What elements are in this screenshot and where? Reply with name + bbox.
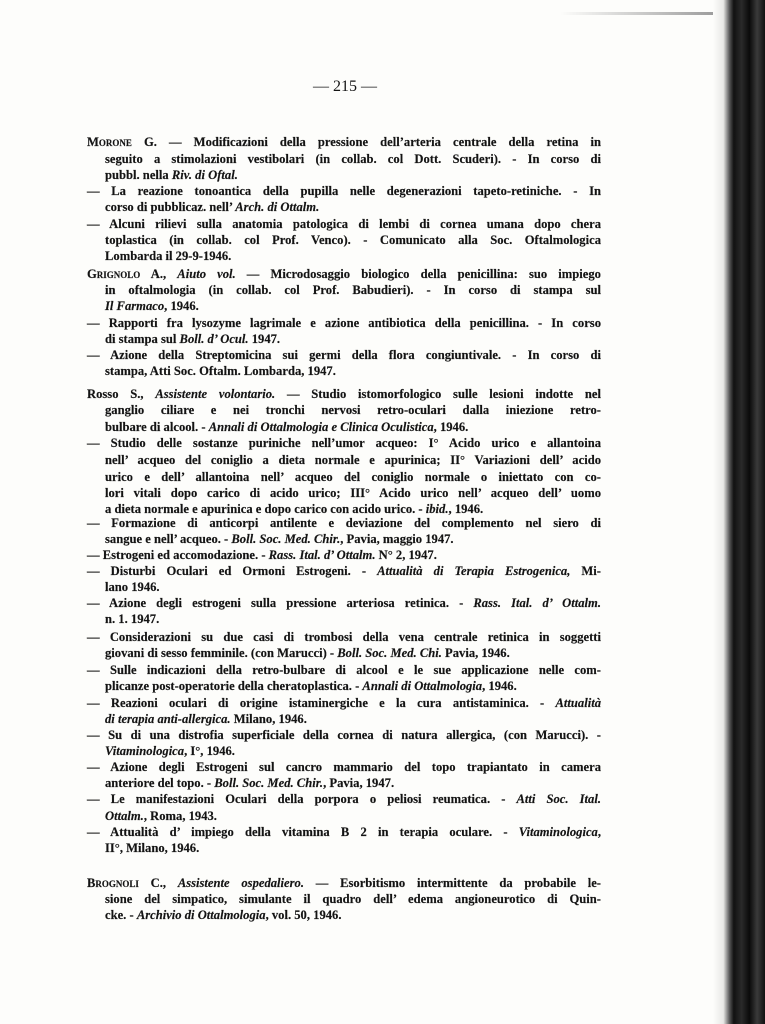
- entry-text: A.,: [140, 267, 178, 281]
- entry-text: ganglio ciliare e nei tronchi nervosi retro-oculari dalla iniezione retro-: [105, 403, 601, 417]
- entry-text: Lombarda il 29-9-1946.: [105, 249, 232, 263]
- entry-text: sangue e nell’ acqueo. -: [105, 532, 232, 546]
- entry-text: — Estrogeni ed accomodazione. -: [87, 548, 269, 562]
- entry-text: in oftalmologia (in collab. col Prof. Babudieri). - In corso di stampa sul: [105, 283, 601, 297]
- entry-first-line: [87, 727, 601, 743]
- entry-text: plicanze post-operatorie della cheratoplastica. -: [105, 679, 363, 693]
- entry-text: Pavia, 1946.: [441, 646, 510, 660]
- entry-continuation-line: [105, 282, 601, 298]
- entry-continuation-line: [105, 611, 601, 627]
- entry-text: — Azione della Streptomicina sui germi della flora congiuntivale. - In corso di: [87, 348, 601, 362]
- entry-continuation-line: [105, 248, 601, 264]
- entry-first-line: [87, 695, 601, 711]
- entry-continuation-line: [105, 645, 601, 661]
- entry-first-line: [87, 435, 601, 451]
- entry-text: ,: [597, 825, 601, 839]
- journal-citation: Vitaminologica: [518, 825, 598, 839]
- entry-first-line: [87, 216, 601, 232]
- journal-citation: Archivio di Ottalmologia: [136, 908, 266, 922]
- journal-citation: Boll. Soc. Med. Chi.: [337, 646, 442, 660]
- entry-text: — Alcuni rilievi sulla anatomia patologica di lembi di cornea umana dopo chera: [87, 217, 601, 231]
- entry-text: di stampa sul: [105, 332, 180, 346]
- entry-continuation-line: [105, 298, 601, 314]
- entry-text: a dieta normale e apurinica e dopo carico con acido urico. -: [105, 502, 426, 516]
- entry-continuation-line: [105, 402, 601, 418]
- entry-continuation-line: [105, 711, 601, 727]
- journal-citation: Il Farmaco: [105, 299, 165, 313]
- entry-continuation-line: [105, 485, 601, 501]
- entry-first-line: [87, 759, 601, 775]
- entry-text: sione del simpatico, simulante il quadro dell’ edema angioneurotico di Quin-: [105, 892, 601, 906]
- entry-continuation-line: [105, 452, 601, 468]
- entry-continuation-line: [105, 363, 601, 379]
- journal-citation: Boll. Soc. Med. Chir.: [231, 532, 341, 546]
- entry-text: cke. -: [105, 908, 137, 922]
- entry-text: C.,: [138, 876, 178, 890]
- journal-citation: Attualità: [555, 696, 601, 710]
- entry-continuation-line: [105, 151, 601, 167]
- entry-text: — Esorbitismo intermittente da probabile le-: [304, 876, 602, 890]
- entry-text: lano 1946.: [105, 580, 160, 594]
- entry-text: — Rapporti fra lysozyme lagrimale e azione antibiotica della penicillina. - In corso: [87, 316, 601, 330]
- journal-citation: Arch. di Ottalm.: [235, 200, 320, 214]
- journal-citation: Rass. Ital. d’ Ottalm.: [268, 548, 376, 562]
- entry-text: , 1946.: [482, 679, 517, 693]
- entry-text: II°, Milano, 1946.: [105, 841, 200, 855]
- entry-text: — Studio istomorfologico sulle lesioni indotte nel: [275, 387, 601, 401]
- journal-citation: Boll. d’ Ocul.: [179, 332, 249, 346]
- entry-text: — Azione degli Estrogeni sul cancro mammario del topo trapiantato in camera: [87, 760, 601, 774]
- entry-first-line: [87, 347, 601, 363]
- entry-text: — Disturbi Oculari ed Ormoni Estrogeni. -: [87, 564, 378, 578]
- entry-text: , 1946.: [448, 502, 484, 516]
- entry-text: bulbare di alcool. -: [105, 420, 209, 434]
- book-binding-edge: [713, 0, 765, 1024]
- entry-text: Mi-: [570, 564, 601, 578]
- entry-text: , Pavia, 1947.: [323, 776, 395, 790]
- journal-citation: Atti Soc. Ital.: [516, 792, 601, 806]
- entry-text: stampa, Atti Soc. Oftalm. Lombarda, 1947.: [105, 364, 336, 378]
- author-name: Grignolo: [87, 267, 141, 281]
- entry-text: N° 2, 1947.: [375, 548, 437, 562]
- entry-text: pubbl. nella: [105, 168, 172, 182]
- entry-text: , vol. 50, 1946.: [265, 908, 342, 922]
- entry-text: 1947.: [248, 332, 281, 346]
- entry-text: — Sulle indicazioni della retro-bulbare di alcool e le sue applicazione nelle com-: [87, 663, 601, 677]
- author-name: Morone: [87, 135, 132, 149]
- journal-citation: Riv. di Oftal.: [171, 168, 238, 182]
- entry-first-line: [87, 629, 601, 645]
- entry-first-line: [87, 875, 601, 891]
- journal-citation: Boll. Soc. Med. Chir.: [214, 776, 324, 790]
- entry-text: n. 1. 1947.: [105, 612, 160, 626]
- entry-text: G. — Modificazioni della pressione dell’arteria centrale della retina in: [131, 135, 601, 149]
- entry-first-line: [87, 662, 601, 678]
- entry-text: — Reazioni oculari di origine istaminergiche e la cura antistaminica. -: [87, 696, 556, 710]
- entry-text: seguito a stimolazioni vestibolari (in collab. col Dott. Scuderi). - In corso di: [105, 152, 601, 166]
- entry-text: corso di pubblicaz. nell’: [105, 200, 236, 214]
- entry-continuation-line: [105, 531, 601, 547]
- journal-citation: Attualità di Terapia Estrogenica,: [377, 564, 571, 578]
- entry-text: — Le manifestazioni Oculari della porpora o peliosi reumatica. -: [87, 792, 517, 806]
- entry-continuation-line: [105, 907, 601, 923]
- entry-text: — La reazione tonoantica della pupilla nelle degenerazioni tapeto-retiniche. - In: [87, 184, 601, 198]
- entry-text: anteriore del topo. -: [105, 776, 215, 790]
- entry-first-line: [87, 183, 601, 199]
- entry-text: — Azione degli estrogeni sulla pressione arteriosa retinica. -: [87, 596, 474, 610]
- journal-citation: Annali di Ottalmologia e Clinica Oculistica: [208, 420, 434, 434]
- entry-text: — Microdosaggio biologico della penicillina: suo impiego: [235, 267, 601, 281]
- entry-first-line: [87, 134, 601, 150]
- entry-continuation-line: [105, 678, 601, 694]
- journal-citation: ibid.: [425, 502, 449, 516]
- entry-text: lori vitali dopo carico di acido urico; III° Acido urico nell’ acqueo dell’ uomo: [105, 486, 601, 500]
- entry-text: , Pavia, maggio 1947.: [340, 532, 454, 546]
- entry-first-line: [87, 595, 601, 611]
- entry-continuation-line: [105, 840, 601, 856]
- entry-text: , 1946.: [433, 420, 469, 434]
- entry-continuation-line: [105, 232, 601, 248]
- entry-text: toplastica (in collab. col Prof. Venco). - Comunicato alla Soc. Oftalmologica: [105, 233, 601, 247]
- entry-continuation-line: [105, 331, 601, 347]
- entry-text: , 1946.: [164, 299, 199, 313]
- entry-continuation-line: [105, 469, 601, 485]
- journal-citation: di terapia anti-allergica.: [105, 712, 231, 726]
- entry-first-line: [87, 547, 601, 563]
- entry-text: , I°, 1946.: [184, 744, 235, 758]
- entry-continuation-line: [105, 808, 601, 824]
- entry-text: Rosso S.,: [87, 387, 156, 401]
- journal-citation: Annali di Ottalmologia: [362, 679, 483, 693]
- journal-citation: Vitaminologica: [105, 744, 185, 758]
- journal-citation: Assistente volontario.: [155, 387, 276, 401]
- entry-first-line: [87, 563, 601, 579]
- journal-citation: Aiuto vol.: [177, 267, 236, 281]
- journal-citation: Ottalm.: [105, 809, 144, 823]
- entry-continuation-line: [105, 579, 601, 595]
- entry-continuation-line: [105, 199, 601, 215]
- entry-continuation-line: [105, 743, 601, 759]
- entry-text: giovani di sesso femminile. (con Marucci) -: [105, 646, 338, 660]
- page-number: — 215 —: [313, 78, 377, 95]
- author-name: Brognoli: [87, 876, 139, 890]
- journal-citation: Assistente ospedaliero.: [177, 876, 304, 890]
- entry-first-line: [87, 515, 601, 531]
- entry-continuation-line: [105, 419, 601, 435]
- entry-text: — Attualità d’ impiego della vitamina B 2 in terapia oculare. -: [87, 825, 519, 839]
- entry-first-line: [87, 824, 601, 840]
- scan-edge-mark: [560, 12, 720, 15]
- journal-citation: Rass. Ital. d’ Ottalm.: [473, 596, 601, 610]
- entry-text: , Roma, 1943.: [143, 809, 217, 823]
- entry-continuation-line: [105, 775, 601, 791]
- entry-continuation-line: [105, 167, 601, 183]
- entry-text: nell’ acqueo del coniglio a dieta normale e apurinica; II° Variazioni dell’ acido: [105, 453, 601, 467]
- entry-text: — Considerazioni su due casi di trombosi della vena centrale retinica in soggetti: [87, 630, 601, 644]
- entry-continuation-line: [105, 891, 601, 907]
- entry-first-line: [87, 266, 601, 282]
- entry-text: — Formazione di anticorpi antilente e deviazione del complemento nel siero di: [87, 516, 601, 530]
- entry-first-line: [87, 386, 601, 402]
- entry-text: urico e dell’ allantoina nell’ acqueo del coniglio normale o iniettato con co-: [105, 470, 601, 484]
- entry-text: — Su di una distrofia superficiale della cornea di natura allergica, (con Marucci). -: [87, 728, 601, 742]
- entry-first-line: [87, 791, 601, 807]
- entry-first-line: [87, 315, 601, 331]
- entry-text: Milano, 1946.: [230, 712, 307, 726]
- entry-text: — Studio delle sostanze puriniche nell’umor acqueo: I° Acido urico e allantoina: [87, 436, 601, 450]
